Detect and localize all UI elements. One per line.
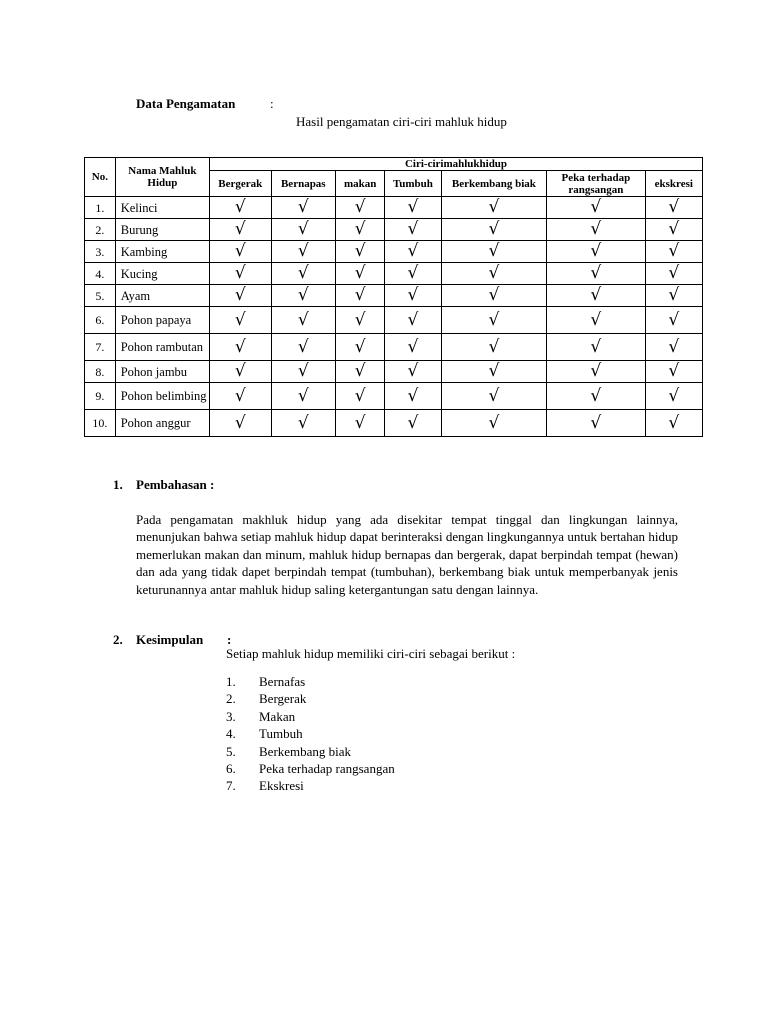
list-item-number: 5. [226,743,236,759]
check-mark-icon: √ [336,334,385,361]
section2-intro: Setiap mahluk hidup memiliki ciri-ciri sebagai berikut : [226,646,516,661]
check-mark-icon: √ [210,263,271,285]
check-mark-icon: √ [271,361,336,383]
check-mark-icon: √ [441,307,547,334]
row-name: Pohon papaya [115,307,209,334]
check-mark-icon: √ [210,219,271,241]
list-item-number: 4. [226,726,236,742]
check-mark-icon: √ [210,410,271,437]
list-item-text: Makan [259,708,296,724]
check-mark-icon: √ [645,219,702,241]
check-mark-icon: √ [645,285,702,307]
list-item-text: Berkembang biak [259,743,352,759]
column-header: Bernapas [271,171,336,197]
check-mark-icon: √ [547,383,645,410]
page-heading: Data Pengamatan [136,96,236,111]
check-mark-icon: √ [645,263,702,285]
check-mark-icon: √ [210,361,271,383]
check-mark-icon: √ [441,263,547,285]
list-item [226,690,395,707]
check-mark-icon: √ [645,307,702,334]
check-mark-icon: √ [441,241,547,263]
row-number: 10. [85,410,116,437]
list-item-number: 1. [226,674,236,689]
column-header: Peka terhadap rangsangan [547,171,645,197]
check-mark-icon: √ [271,241,336,263]
table-subtitle: Hasil pengamatan ciri-ciri mahluk hidup [296,114,507,129]
check-mark-icon: √ [441,410,547,437]
row-name: Kambing [115,241,209,263]
check-mark-icon: √ [210,241,271,263]
check-mark-icon: √ [336,285,385,307]
list-item [226,743,395,760]
row-number: 7. [85,334,116,361]
check-mark-icon: √ [441,285,547,307]
list-item-number: 6. [226,760,236,776]
column-header: ekskresi [645,171,702,197]
check-mark-icon: √ [385,410,441,437]
check-mark-icon: √ [547,219,645,241]
check-mark-icon: √ [271,219,336,241]
list-item-text: Ekskresi [259,778,304,794]
table-row [85,334,703,361]
check-mark-icon: √ [385,285,441,307]
check-mark-icon: √ [271,307,336,334]
check-mark-icon: √ [271,285,336,307]
list-item [226,708,395,725]
row-number: 4. [85,263,116,285]
observation-table [84,157,703,437]
check-mark-icon: √ [385,307,441,334]
check-mark-icon: √ [441,219,547,241]
check-mark-icon: √ [336,410,385,437]
header-no: No. [85,158,116,197]
column-header: makan [336,171,385,197]
check-mark-icon: √ [385,334,441,361]
conclusion-list [226,673,395,795]
table-row [85,263,703,285]
check-mark-icon: √ [385,361,441,383]
check-mark-icon: √ [645,241,702,263]
check-mark-icon: √ [336,383,385,410]
table-row [85,361,703,383]
section1-paragraph: Pada pengamatan makhluk hidup yang ada disekitar tempat tinggal dan lingkungan lainnya, menunjukan bahwa setiap mahluk hidup dapat berinteraksi dengan lingkungannya untuk bertahan hidup memerlukan makan dan minum, mahluk hidup bernapas dan bergerak, dapat berpindah tempat (hewan) dan ada yang tidak dapet berpindah tempat (tumbuhan), berkembang biak untuk memperbanyak jenis keturunannya antar mahluk hidup saling ketergantungan satu dengan lainnya. [136,512,678,597]
column-header: Berkembang biak [441,171,547,197]
check-mark-icon: √ [271,334,336,361]
check-mark-icon: √ [547,361,645,383]
row-name: Pohon belimbing [115,383,209,410]
header-group: Ciri-cirimahlukhidup [210,158,703,171]
check-mark-icon: √ [336,361,385,383]
check-mark-icon: √ [210,334,271,361]
check-mark-icon: √ [271,410,336,437]
section2-colon: : [227,632,232,647]
check-mark-icon: √ [645,197,702,219]
row-number: 2. [85,219,116,241]
check-mark-icon: √ [547,410,645,437]
row-name: Ayam [115,285,209,307]
list-item-number: 7. [226,778,236,794]
row-name: Kucing [115,263,209,285]
list-item-number: 2. [226,691,236,707]
column-header: Tumbuh [385,171,441,197]
check-mark-icon: √ [645,410,702,437]
check-mark-icon: √ [441,334,547,361]
row-name: Pohon anggur [115,410,209,437]
list-item-number: 3. [226,708,236,724]
section2-title: Kesimpulan [136,632,204,647]
check-mark-icon: √ [547,307,645,334]
check-mark-icon: √ [336,307,385,334]
check-mark-icon: √ [336,263,385,285]
column-header: Bergerak [210,171,271,197]
check-mark-icon: √ [210,383,271,410]
list-item-text: Peka terhadap rangsangan [259,760,395,776]
list-item [226,725,395,742]
check-mark-icon: √ [271,197,336,219]
check-mark-icon: √ [645,383,702,410]
list-item-text: Bergerak [259,691,307,707]
row-name: Kelinci [115,197,209,219]
row-number: 5. [85,285,116,307]
list-item [226,777,395,794]
row-name: Pohon rambutan [115,334,209,361]
check-mark-icon: √ [271,383,336,410]
check-mark-icon: √ [441,197,547,219]
table-row [85,219,703,241]
check-mark-icon: √ [210,285,271,307]
heading-colon: : [270,96,274,111]
section1-title: Pembahasan : [136,477,215,492]
list-item [226,760,395,777]
check-mark-icon: √ [336,241,385,263]
table-row [85,197,703,219]
row-number: 1. [85,197,116,219]
row-name: Pohon jambu [115,361,209,383]
check-mark-icon: √ [336,197,385,219]
check-mark-icon: √ [336,219,385,241]
row-number: 3. [85,241,116,263]
check-mark-icon: √ [210,197,271,219]
check-mark-icon: √ [385,219,441,241]
check-mark-icon: √ [547,285,645,307]
check-mark-icon: √ [645,334,702,361]
check-mark-icon: √ [441,361,547,383]
section2-number: 2. [113,632,123,647]
check-mark-icon: √ [547,334,645,361]
section1-number: 1. [113,477,123,492]
check-mark-icon: √ [385,383,441,410]
check-mark-icon: √ [385,197,441,219]
check-mark-icon: √ [547,241,645,263]
row-name: Burung [115,219,209,241]
row-number: 6. [85,307,116,334]
check-mark-icon: √ [547,197,645,219]
list-item-text: Bernafas [259,674,306,689]
check-mark-icon: √ [441,383,547,410]
table-row [85,383,703,410]
table-row [85,307,703,334]
check-mark-icon: √ [271,263,336,285]
table-row [85,241,703,263]
table-row [85,410,703,437]
table-row [85,285,703,307]
row-number: 9. [85,383,116,410]
list-item-text: Tumbuh [259,726,303,742]
check-mark-icon: √ [645,361,702,383]
check-mark-icon: √ [385,263,441,285]
header-name: Nama Mahluk Hidup [115,158,209,197]
list-item [226,673,395,690]
check-mark-icon: √ [210,307,271,334]
row-number: 8. [85,361,116,383]
check-mark-icon: √ [547,263,645,285]
check-mark-icon: √ [385,241,441,263]
